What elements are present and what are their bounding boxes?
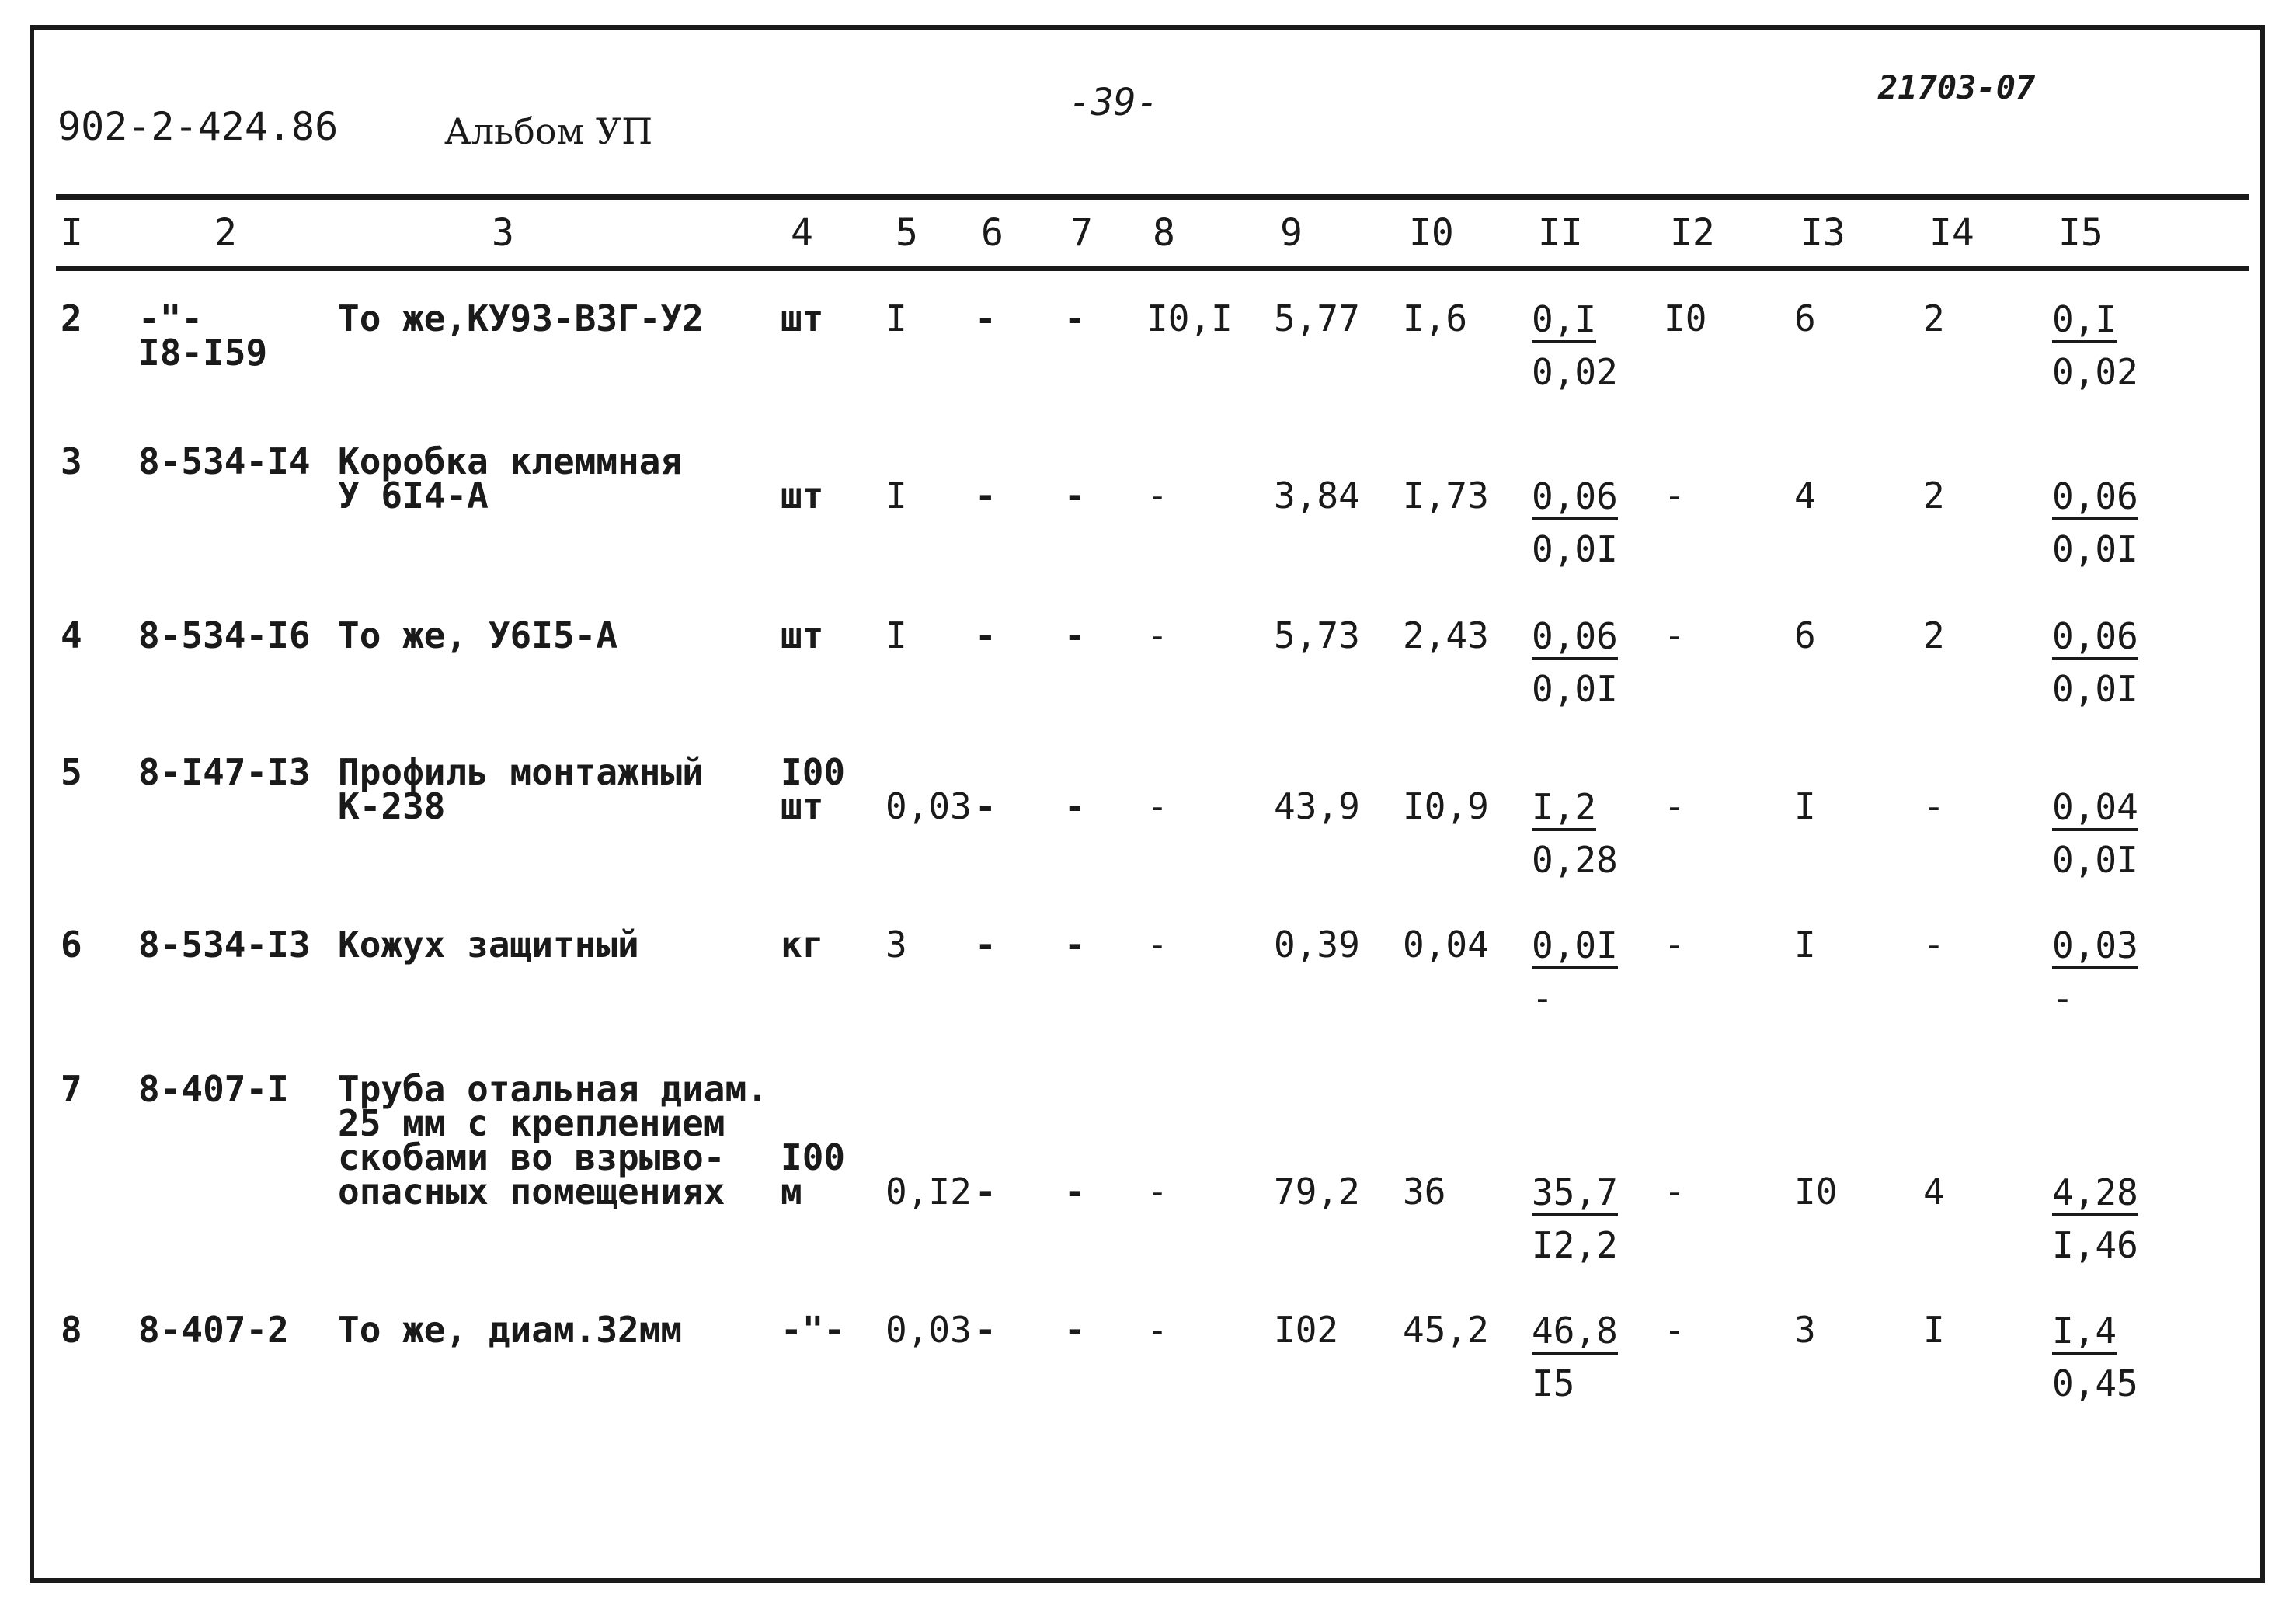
- row-code: 8-534-I6: [138, 614, 311, 656]
- row-col11-numerator: 0,06: [1532, 478, 1618, 520]
- row-col13: 4: [1794, 475, 1816, 517]
- row-col11: [1532, 1310, 1618, 1404]
- row-col5: 0,03: [885, 1309, 972, 1351]
- row-col12: -: [1664, 924, 1685, 966]
- column-header-14: I4: [1929, 211, 1974, 255]
- column-header-8: 8: [1153, 211, 1175, 255]
- row-col14: I: [1923, 1309, 1945, 1351]
- column-header-6: 6: [981, 211, 1004, 255]
- row-col15-denominator: I,46: [2052, 1224, 2138, 1266]
- row-unit: шт: [781, 614, 824, 656]
- row-number: 8: [61, 1309, 82, 1351]
- row-col8: -: [1146, 924, 1168, 966]
- row-col9: 3,84: [1274, 475, 1360, 517]
- row-col8: -: [1146, 614, 1168, 656]
- registration-number: 21703-07: [1878, 68, 2036, 106]
- row-col11-denominator: -: [1532, 977, 1553, 1019]
- row-col13: 3: [1794, 1309, 1816, 1351]
- row-col15-numerator: 4,28: [2052, 1174, 2138, 1216]
- column-header-2: 2: [214, 211, 237, 255]
- row-name: То же,КУ93-ВЗГ-У2: [338, 298, 704, 339]
- row-col15: [2052, 1171, 2138, 1266]
- row-col15: [2052, 786, 2138, 881]
- header-rule-bottom: [56, 266, 2249, 271]
- row-col10: 45,2: [1403, 1309, 1489, 1351]
- row-name: Коробка клеммная У 6I4-А: [338, 440, 683, 517]
- row-col11-denominator: I2,2: [1532, 1224, 1618, 1266]
- row-col9: 0,39: [1274, 924, 1360, 966]
- row-col11-denominator: I5: [1532, 1362, 1575, 1404]
- row-col5: 3: [885, 924, 907, 966]
- row-col15: [2052, 475, 2138, 570]
- row-col13: 6: [1794, 614, 1816, 656]
- row-col10: 36: [1403, 1171, 1446, 1213]
- row-col6: -: [975, 1171, 997, 1213]
- column-header-1: I: [61, 211, 83, 255]
- row-col15-numerator: 0,06: [2052, 618, 2138, 660]
- row-col11-denominator: 0,02: [1532, 351, 1618, 393]
- row-col12: -: [1664, 785, 1685, 827]
- row-col9: 5,73: [1274, 614, 1360, 656]
- row-unit: I00 м: [781, 1136, 846, 1213]
- column-header-3: 3: [492, 211, 514, 255]
- row-col8: -: [1146, 475, 1168, 517]
- row-col10: I,73: [1403, 475, 1489, 517]
- row-col15-numerator: 0,03: [2052, 927, 2138, 969]
- row-col15: [2052, 1310, 2138, 1404]
- row-col5: I: [885, 298, 907, 339]
- row-col11-numerator: I,2: [1532, 789, 1596, 831]
- row-unit: -"-: [781, 1309, 846, 1351]
- row-col12: -: [1664, 1309, 1685, 1351]
- row-code: 8-534-I3: [138, 924, 311, 966]
- row-col6: -: [975, 475, 997, 517]
- row-col15-numerator: 0,I: [2052, 301, 2117, 343]
- row-col15-denominator: 0,45: [2052, 1362, 2138, 1404]
- row-col6: -: [975, 614, 997, 656]
- row-col12: I0: [1664, 298, 1707, 339]
- row-col7: -: [1064, 298, 1086, 339]
- column-header-13: I3: [1800, 211, 1845, 255]
- row-col11-denominator: 0,28: [1532, 839, 1618, 881]
- row-col14: -: [1923, 924, 1945, 966]
- row-col14: 2: [1923, 298, 1945, 339]
- row-col15-denominator: 0,0I: [2052, 839, 2138, 881]
- column-header-9: 9: [1280, 211, 1303, 255]
- row-col6: -: [975, 1309, 997, 1351]
- row-col10: 2,43: [1403, 614, 1489, 656]
- column-header-4: 4: [791, 211, 813, 255]
- row-col12: -: [1664, 1171, 1685, 1213]
- row-col7: -: [1064, 1171, 1086, 1213]
- row-name: Кожух защитный: [338, 924, 639, 966]
- row-col8: -: [1146, 785, 1168, 827]
- row-col8: -: [1146, 1171, 1168, 1213]
- row-unit: шт: [781, 298, 824, 339]
- row-col15-numerator: I,4: [2052, 1313, 2117, 1355]
- row-col5: 0,03: [885, 785, 972, 827]
- row-col11: [1532, 475, 1618, 570]
- column-header-5: 5: [896, 211, 918, 255]
- row-number: 5: [61, 751, 82, 793]
- row-number: 2: [61, 298, 82, 339]
- row-col8: -: [1146, 1309, 1168, 1351]
- row-col13: I: [1794, 924, 1816, 966]
- row-col10: 0,04: [1403, 924, 1489, 966]
- row-col15-denominator: 0,0I: [2052, 668, 2138, 710]
- row-col15: [2052, 615, 2138, 710]
- row-unit: кг: [781, 924, 824, 966]
- row-number: 4: [61, 614, 82, 656]
- row-col15: [2052, 924, 2138, 1019]
- row-col7: -: [1064, 785, 1086, 827]
- row-col14: 2: [1923, 475, 1945, 517]
- column-header-11: II: [1538, 211, 1583, 255]
- row-unit: I00 шт: [781, 751, 846, 827]
- row-col11: [1532, 786, 1618, 881]
- document-code: 902-2-424.86: [57, 104, 339, 149]
- row-col11-numerator: 46,8: [1532, 1313, 1618, 1355]
- row-col7: -: [1064, 614, 1086, 656]
- row-col7: -: [1064, 1309, 1086, 1351]
- row-name: То же, диам.32мм: [338, 1309, 683, 1351]
- row-number: 3: [61, 440, 82, 482]
- row-col7: -: [1064, 924, 1086, 966]
- row-col13: I: [1794, 785, 1816, 827]
- column-header-15: I5: [2058, 211, 2103, 255]
- row-col6: -: [975, 785, 997, 827]
- row-col11-numerator: 0,0I: [1532, 927, 1618, 969]
- row-col11: [1532, 924, 1618, 1019]
- row-col14: -: [1923, 785, 1945, 827]
- row-name: То же, У6I5-А: [338, 614, 618, 656]
- row-col6: -: [975, 924, 997, 966]
- row-code: 8-407-2: [138, 1309, 289, 1351]
- row-col6: -: [975, 298, 997, 339]
- row-col14: 4: [1923, 1171, 1945, 1213]
- row-col13: I0: [1794, 1171, 1838, 1213]
- row-col14: 2: [1923, 614, 1945, 656]
- row-col11: [1532, 1171, 1618, 1266]
- page-number: -39-: [1069, 81, 1159, 124]
- row-col15-denominator: -: [2052, 977, 2074, 1019]
- column-header-10: I0: [1409, 211, 1454, 255]
- row-col11: [1532, 615, 1618, 710]
- row-col11-numerator: 0,I: [1532, 301, 1596, 343]
- row-col9: 5,77: [1274, 298, 1360, 339]
- row-col10: I,6: [1403, 298, 1468, 339]
- column-header-7: 7: [1070, 211, 1093, 255]
- row-col13: 6: [1794, 298, 1816, 339]
- album-label: Альбом УП: [444, 110, 653, 152]
- row-col12: -: [1664, 614, 1685, 656]
- row-col15: [2052, 298, 2138, 393]
- row-col9: 43,9: [1274, 785, 1360, 827]
- row-col11-numerator: 35,7: [1532, 1174, 1618, 1216]
- row-col9: 79,2: [1274, 1171, 1360, 1213]
- row-col5: I: [885, 475, 907, 517]
- row-col8: I0,I: [1146, 298, 1233, 339]
- row-col9: I02: [1274, 1309, 1339, 1351]
- row-col11-denominator: 0,0I: [1532, 668, 1618, 710]
- row-col15-denominator: 0,0I: [2052, 528, 2138, 570]
- row-col5: I: [885, 614, 907, 656]
- row-col15-numerator: 0,04: [2052, 789, 2138, 831]
- row-number: 7: [61, 1068, 82, 1110]
- row-code: -"- I8-I59: [138, 298, 268, 374]
- row-name: Труба отальная диам. 25 мм с креплением скобами во взрыво- опасных помещениях: [338, 1068, 768, 1213]
- column-header-12: I2: [1670, 211, 1715, 255]
- row-col5: 0,I2: [885, 1171, 972, 1213]
- row-col15-denominator: 0,02: [2052, 351, 2138, 393]
- row-col11-denominator: 0,0I: [1532, 528, 1618, 570]
- row-col11: [1532, 298, 1618, 393]
- row-col12: -: [1664, 475, 1685, 517]
- row-col7: -: [1064, 475, 1086, 517]
- row-col11-numerator: 0,06: [1532, 618, 1618, 660]
- row-code: 8-407-I: [138, 1068, 289, 1110]
- row-unit: шт: [781, 475, 824, 517]
- header-rule-top: [56, 194, 2249, 200]
- row-name: Профиль монтажный К-238: [338, 751, 704, 827]
- row-number: 6: [61, 924, 82, 966]
- row-code: 8-I47-I3: [138, 751, 311, 793]
- row-col15-numerator: 0,06: [2052, 478, 2138, 520]
- row-code: 8-534-I4: [138, 440, 311, 482]
- row-col10: I0,9: [1403, 785, 1489, 827]
